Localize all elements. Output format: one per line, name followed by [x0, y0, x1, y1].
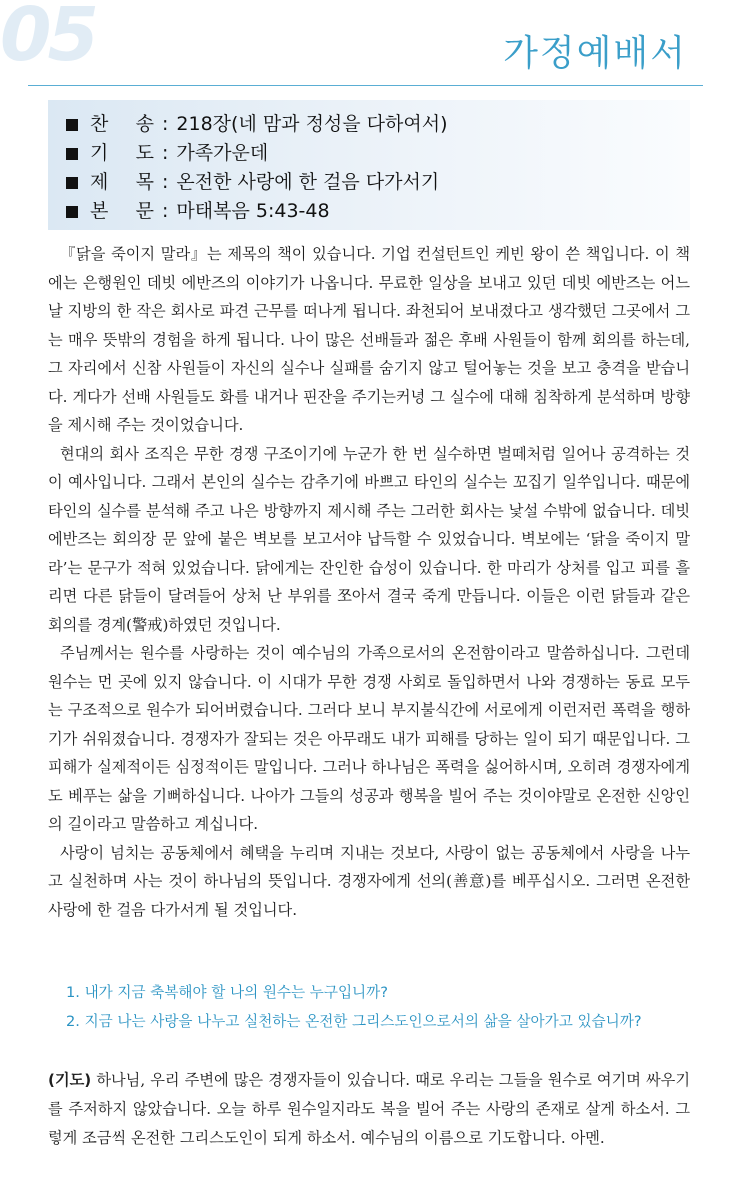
square-bullet-icon: [66, 206, 78, 218]
prayer-label: (기도): [48, 1071, 92, 1089]
prayer-text: 하나님, 우리 주변에 많은 경쟁자들이 있습니다. 때로 우리는 그들을 원수로 여기며 싸우기를 주저하지 않았습니다. 오늘 하루 원수일지라도 복을 빌어 주는 사랑의 존재로 살게 하소서. 그렇게 조금씩 온전한 그리스도인이 되게 하소서. 예수님의 이름으로 기도합니다. 아멘.: [48, 1071, 690, 1147]
info-value: 마태복음 5:43-48: [176, 200, 330, 222]
info-label: 기 도: [90, 142, 154, 164]
page-title: 가정예배서: [503, 33, 687, 74]
body-paragraph: 『닭을 죽이지 말라』는 제목의 책이 있습니다. 기업 컨설턴트인 케빈 왕이 쓴 책입니다. 이 책에는 은행원인 데빗 에반즈의 이야기가 나옵니다. 무료한 일상을 보내고 있던 데빗 에반즈는 어느 날 지방의 한 작은 회사로 파견 근무를 떠나게 됩니다. 좌천되어 보내졌다고 생각했던 그곳에서 그는 매우 뜻밖의 경험을 하게 됩니다. 나이 많은 선배들과 젊은 후배 사원들이 함께 회의를 하는데, 그 자리에서 신참 사원들이 자신의 실수나 실패를 숨기지 않고 털어놓는 것을 보고 충격을 받습니다. 게다가 선배 사원들도 화를 내거나 핀잔을 주기는커녕 그 실수에 대해 침착하게 분석하며 방향을 제시해 주는 것이었습니다.: [48, 245, 690, 434]
info-value: 온전한 사랑에 한 걸음 다가서기: [176, 171, 440, 193]
info-row-prayer: 기 도 : 가족가운데: [66, 139, 448, 168]
reflection-questions: [66, 978, 642, 1036]
question-item: 1. 내가 지금 축복해야 할 나의 원수는 누구입니까?: [66, 984, 388, 1001]
question-item: 2. 지금 나는 사랑을 나누고 실천하는 온전한 그리스도인으로서의 삶을 살아가고 있습니까?: [66, 1013, 642, 1030]
title-divider: [28, 85, 703, 86]
page-number: 05: [0, 0, 95, 78]
info-label: 제 목: [90, 171, 154, 193]
square-bullet-icon: [66, 177, 78, 189]
info-row-title: 제 목 : 온전한 사랑에 한 걸음 다가서기: [66, 168, 448, 197]
info-value: 가족가운데: [176, 142, 269, 164]
body-paragraph: 주님께서는 원수를 사랑하는 것이 예수님의 가족으로서의 온전함이라고 말씀하십니다. 그런데 원수는 먼 곳에 있지 않습니다. 이 시대가 무한 경쟁 사회로 돌입하면서 나와 경쟁하는 동료 모두는 구조적으로 원수가 되어버렸습니다. 그러다 보니 부지불식간에 서로에게 이런저런 폭력을 행하기가 쉬워졌습니다. 경쟁자가 잘되는 것은 아무래도 내가 피해를 당하는 일이 되기 때문입니다. 그 피해가 실제적이든 심정적이든 말입니다. 그러나 하나님은 폭력을 싫어하시며, 오히려 경쟁자에게도 베푸는 삶을 기뻐하십니다. 나아가 그들의 성공과 행복을 빌어 주는 것이야말로 온전한 신앙인의 길이라고 말씀하고 계십니다.: [48, 644, 690, 833]
body-paragraph: 사랑이 넘치는 공동체에서 혜택을 누리며 지내는 것보다, 사랑이 없는 공동체에서 사랑을 나누고 실천하며 사는 것이 하나님의 뜻입니다. 경쟁자에게 선의(善意)를 베푸십시오. 그러면 온전한 사랑에 한 걸음 다가서게 될 것입니다.: [48, 843, 690, 919]
square-bullet-icon: [66, 119, 78, 131]
sermon-body: [48, 240, 690, 924]
closing-prayer: [48, 1066, 690, 1153]
info-value: 218장(네 맘과 정성을 다하여서): [176, 113, 448, 135]
info-row-hymn: 찬 송 : 218장(네 맘과 정성을 다하여서): [66, 110, 448, 139]
worship-info-list: [66, 110, 448, 226]
info-row-scripture: 본 문 : 마태복음 5:43-48: [66, 197, 448, 226]
info-label: 본 문: [90, 200, 154, 222]
info-label: 찬 송: [90, 113, 154, 135]
body-paragraph: 현대의 회사 조직은 무한 경쟁 구조이기에 누군가 한 번 실수하면 벌떼처럼 일어나 공격하는 것이 예사입니다. 그래서 본인의 실수는 감추기에 바쁘고 타인의 실수는 꼬집기 일쑤입니다. 때문에 타인의 실수를 분석해 주고 나은 방향까지 제시해 주는 그러한 회사는 낯설 수밖에 없습니다. 데빗 에반즈는 회의장 문 앞에 붙은 벽보를 보고서야 납득할 수 있었습니다. 벽보에는 ‘닭을 죽이지 말라’는 문구가 적혀 있었습니다. 닭에게는 잔인한 습성이 있습니다. 한 마리가 상처를 입고 피를 흘리면 다른 닭들이 달려들어 상처 난 부위를 쪼아서 결국 죽게 만듭니다. 이들은 이런 닭들과 같은 회의를 경계(警戒)하였던 것입니다.: [48, 444, 690, 634]
square-bullet-icon: [66, 148, 78, 160]
